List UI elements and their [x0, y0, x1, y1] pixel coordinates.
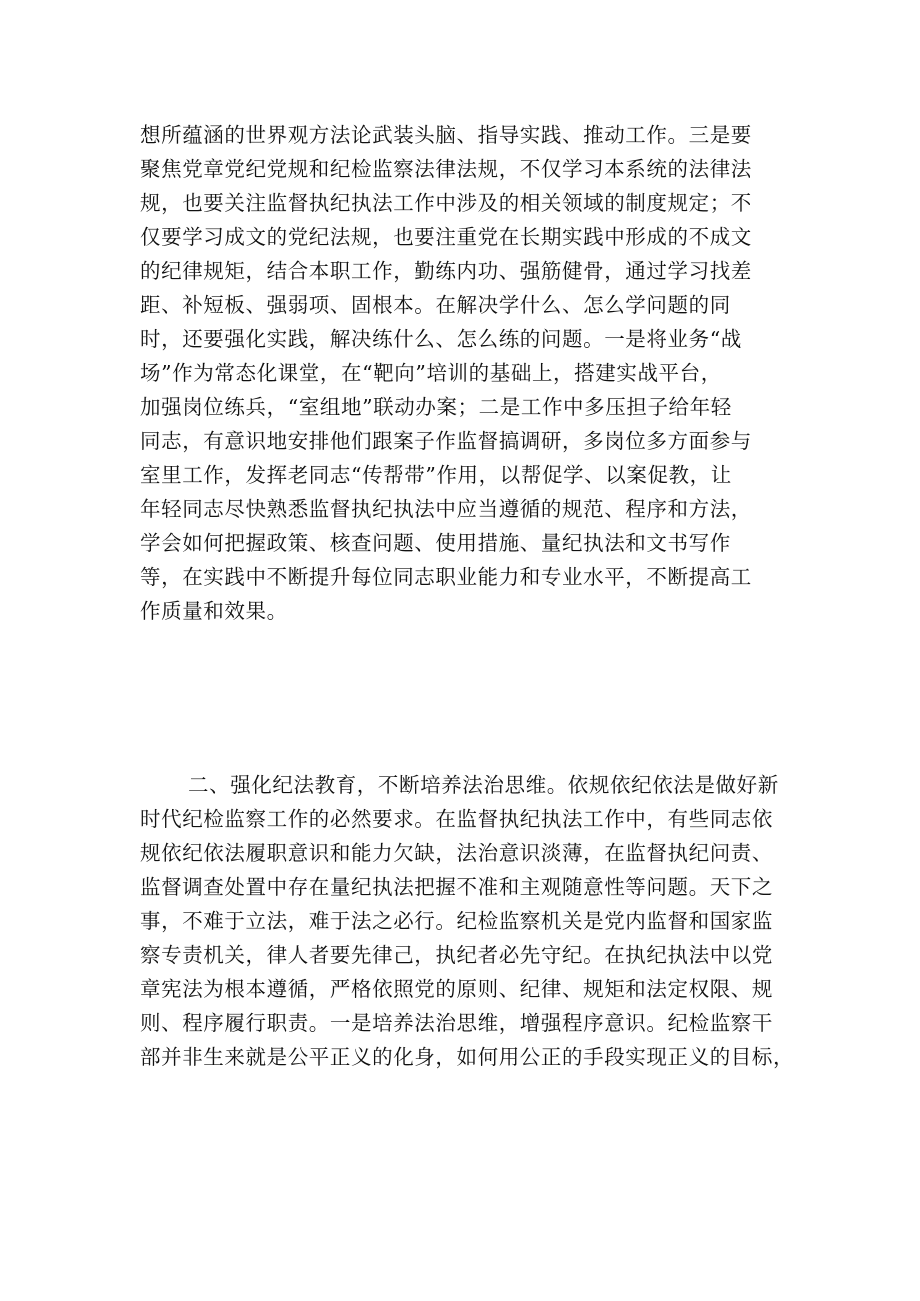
text-line: 聚焦党章党纪党规和纪检监察法律法规，不仅学习本系统的法律法: [140, 157, 752, 181]
text-line-first-indented: 二、强化纪法教育，不断培养法治思维。依规依纪依法是做好新: [188, 773, 779, 797]
text-line: 学会如何把握政策、核查问题、使用措施、量纪执法和文书写作: [140, 531, 731, 555]
text-line: 事，不难于立法，难于法之必行。纪检监察机关是党内监督和国家监: [140, 909, 773, 933]
text-line: 同志，有意识地安排他们跟案子作监督搞调研，多岗位多方面参与: [140, 429, 752, 453]
text-line: 察专责机关，律人者要先律己，执纪者必先守纪。在执纪执法中以党: [140, 943, 773, 967]
text-line: 加强岗位练兵，“室组地”联动办案；二是工作中多压担子给年轻: [140, 395, 732, 419]
text-line: 仅要学习成文的党纪法规，也要注重党在长期实践中形成的不成文: [140, 225, 752, 249]
text-line: 时，还要强化实践，解决练什么、怎么练的问题。一是将业务“战: [140, 327, 742, 351]
text-line: 作质量和效果。: [140, 599, 288, 623]
text-line: 距、补短板、强弱项、固根本。在解决学什么、怎么学问题的同: [140, 293, 731, 317]
text-line: 室里工作，发挥老同志“传帮带”作用，以帮促学、以案促教，让: [140, 463, 732, 487]
text-line: 年轻同志尽快熟悉监督执纪执法中应当遵循的规范、程序和方法，: [140, 497, 752, 521]
paragraph-continued: [140, 118, 800, 628]
text-line: 章宪法为根本遵循，严格依照党的原则、纪律、规矩和法定权限、规: [140, 977, 773, 1001]
text-line: 监督调查处置中存在量纪执法把握不准和主观随意性等问题。天下之: [140, 875, 773, 899]
text-line: 部并非生来就是公平正义的化身，如何用公正的手段实现正义的目标，: [140, 1045, 795, 1069]
text-line: 规，也要关注监督执纪执法工作中涉及的相关领域的制度规定；不: [140, 191, 752, 215]
text-line: 场”作为常态化课堂，在“靶向”培训的基础上，搭建实战平台，: [140, 361, 722, 385]
paragraph-section-two: [140, 768, 800, 1074]
text-line: 等，在实践中不断提升每位同志职业能力和专业水平，不断提高工: [140, 565, 752, 589]
text-line: 规依纪依法履职意识和能力欠缺，法治意识淡薄，在监督执纪问责、: [140, 841, 773, 865]
text-line: 的纪律规矩，结合本职工作，勤练内功、强筋健骨，通过学习找差: [140, 259, 752, 283]
text-line: 时代纪检监察工作的必然要求。在监督执纪执法工作中，有些同志依: [140, 807, 773, 831]
text-line: 想所蕴涵的世界观方法论武装头脑、指导实践、推动工作。三是要: [140, 123, 752, 147]
text-line: 则、程序履行职责。一是培养法治思维，增强程序意识。纪检监察干: [140, 1011, 773, 1035]
